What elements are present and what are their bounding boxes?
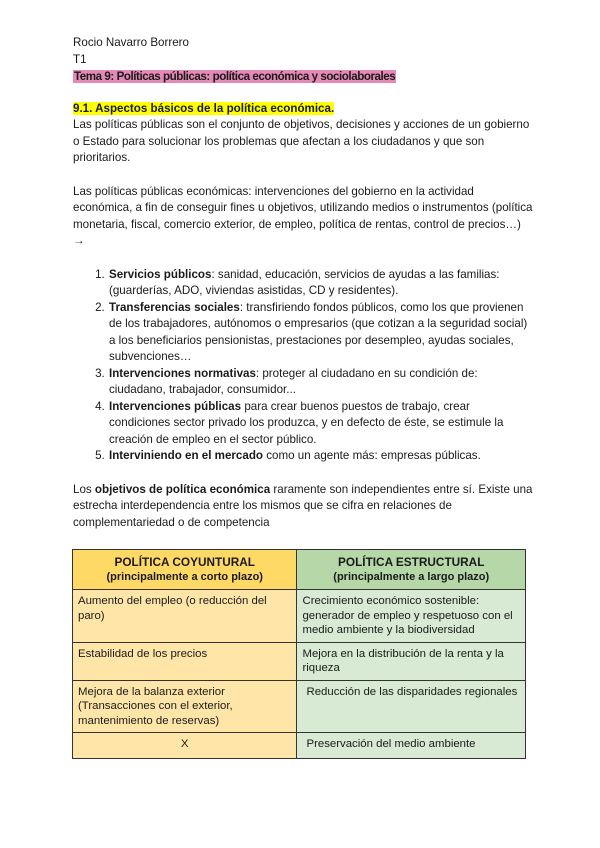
list-item-text: : transfiriendo fondos públicos, como los que provienen de los trabajadores, autónomos o empresarios (que cotizan a la seguridad social) a los beneficiarios pensionistas, prestaciones por desempleo, ayudas sociales, subvenciones… [109, 300, 528, 363]
instruments-list [73, 267, 533, 465]
list-item-text: para crear buenos puestos de trabajo, crear condiciones sector privado los produzca, y en defecto de éste, se estimule la creación de empleo en el sector público. [109, 399, 504, 446]
intro-paragraph: Las políticas públicas son el conjunto de objetivos, decisiones y acciones de un gobierno o Estado para solucionar los problemas que afectan a los ciudadanos y que son prioritarios. [73, 118, 530, 164]
document-code: T1 [73, 52, 87, 66]
table-cell: X [73, 733, 297, 759]
table-row [73, 590, 526, 643]
list-item [108, 267, 533, 300]
header-estructural [297, 550, 526, 590]
list-item-text: : proteger al ciudadano en su condición de: ciudadano, trabajador, consumidor... [109, 366, 478, 396]
header-estructural-title: POLÍTICA ESTRUCTURAL [338, 555, 485, 569]
objectives-bold: objetivos de política económica [94, 482, 271, 496]
section-heading-line [73, 101, 533, 118]
table-cell: Estabilidad de los precios [73, 642, 297, 680]
header-coyuntural-title: POLÍTICA COYUNTURAL [114, 555, 255, 569]
table-cell: Mejora en la distribución de la renta y la riqueza [297, 642, 526, 680]
list-item-text: como un agente más: empresas públicas. [262, 449, 481, 462]
objectives-pre: Los [73, 482, 95, 496]
table-cell: Preservación del medio ambiente [297, 733, 526, 759]
author-name: Rocio Navarro Borrero [73, 36, 189, 49]
table-cell: Mejora de la balanza exterior (Transacciones con el exterior, mantenimiento de reservas) [73, 680, 297, 733]
header-estructural-sub: (principalmente a largo plazo) [333, 570, 490, 583]
header-coyuntural [73, 550, 297, 590]
page-title-line [73, 69, 533, 86]
list-item-bold: Interviniendo en el mercado [109, 449, 263, 462]
list-item-bold: Intervenciones públicas [109, 399, 242, 413]
list-item [108, 448, 533, 465]
list-item-bold: Transferencias sociales [109, 300, 240, 314]
list-item [108, 366, 533, 399]
table-cell: Crecimiento económico sostenible: generador de empleo y respetuoso con el medio ambiente y la biodiversidad [297, 590, 526, 643]
table-header-row [73, 550, 526, 590]
objectives-paragraph [73, 482, 533, 532]
table-row [73, 680, 526, 733]
list-item [108, 300, 533, 366]
list-item-bold: Servicios públicos [109, 267, 212, 281]
list-item [108, 399, 533, 449]
list-item-bold: Intervenciones normativas [109, 366, 256, 380]
page-title: Tema 9: Políticas públicas: política económica y sociolaborales [74, 70, 396, 83]
table-cell: Aumento del empleo (o reducción del paro) [73, 590, 297, 643]
table-row [73, 642, 526, 680]
economic-definition-paragraph: Las políticas públicas económicas: intervenciones del gobierno en la actividad económica, a fin de conseguir fines u objetivos, utilizando medios o instrumentos (política monetaria, fiscal, comercio exterior, de empleo, política de rentas, control de precios…) → [73, 184, 533, 247]
table-row [73, 733, 526, 759]
header-coyuntural-sub: (principalmente a corto plazo) [106, 570, 263, 583]
document-page [73, 35, 533, 759]
list-item-text: : sanidad, educación, servicios de ayudas a las familias: (guarderías, ADO, viviendas asistidas, CD y residentes). [109, 267, 500, 297]
policy-table [72, 549, 526, 759]
section-heading: 9.1. Aspectos básicos de la política económica. [73, 101, 335, 115]
table-cell: Reducción de las disparidades regionales [297, 680, 526, 733]
objectives-post: raramente son independientes entre sí. Existe una estrecha interdependencia entre los mismos que se cifra en relaciones de complementariedad o de competencia [73, 482, 533, 529]
